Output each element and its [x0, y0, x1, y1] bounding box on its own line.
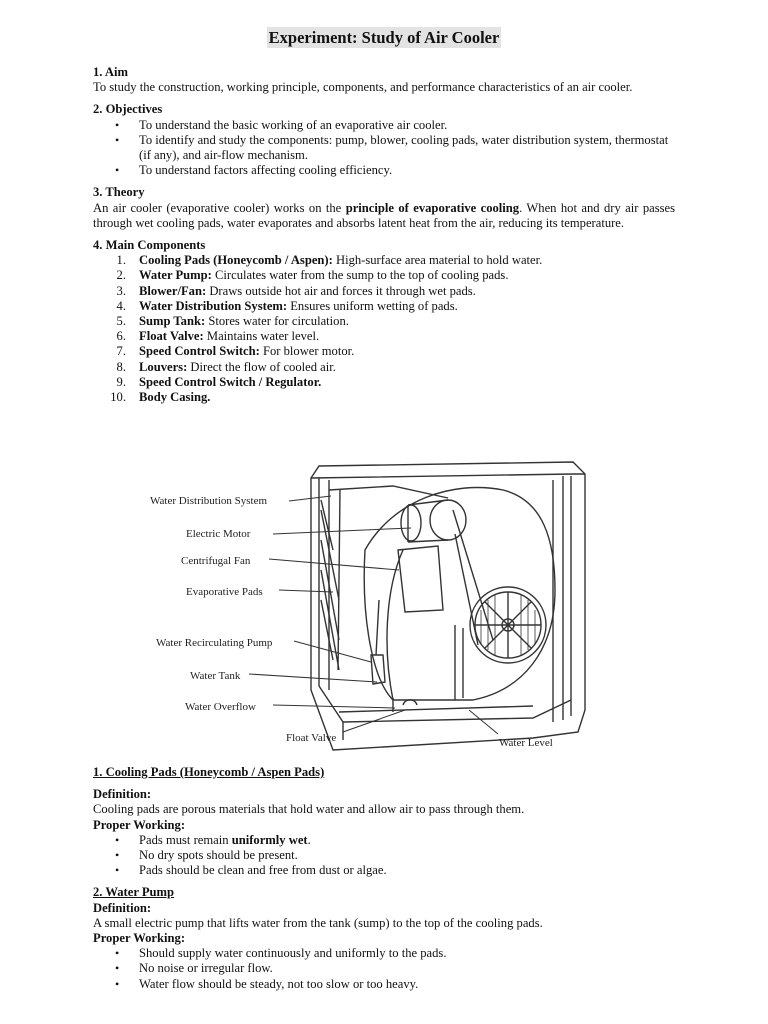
component-desc: Direct the flow of cooled air.: [187, 359, 336, 374]
component-num: 6.: [116, 329, 126, 344]
component-name: Speed Control Switch:: [139, 344, 260, 359]
drain-pipe: [455, 625, 463, 700]
theory-heading: 3. Theory: [93, 185, 145, 200]
cooling-pads-item: • Pads should be clean and free from dust or algae.: [93, 863, 675, 878]
component-name: Body Casing.: [139, 390, 211, 405]
component-name: Louvers:: [139, 359, 188, 374]
theory-text-after: . When hot and dry air passes through wet cooling pads, water evaporates and absorbs latent heat from the air, reducing its temperature.: [93, 200, 675, 230]
water-pump-definition: A small electric pump that lifts water from the tank (sump) to the top of the cooling pads.: [93, 915, 543, 930]
details-section: [93, 765, 675, 992]
component-item: [93, 344, 675, 359]
components-heading: 4. Main Components: [93, 238, 206, 253]
cooling-pads-working-label: Proper Working:: [93, 817, 186, 832]
air-cooler-drawing: [93, 450, 675, 755]
cooling-pads-heading: 1. Cooling Pads (Honeycomb / Aspen Pads): [93, 765, 325, 779]
component-item: [93, 253, 675, 268]
component-desc: Draws outside hot air and forces it through wet pads.: [206, 283, 476, 298]
aim-heading: 1. Aim: [93, 65, 128, 79]
aim-text: To study the construction, working principle, components, and performance characteristics of an air cooler.: [93, 80, 633, 95]
cooling-pads-item: • Pads must remain uniformly wet.: [93, 833, 675, 848]
cooling-pads-definition-label: Definition:: [93, 787, 152, 802]
component-num: 1.: [116, 253, 126, 268]
component-item: [93, 284, 675, 299]
title-wrap: [93, 27, 675, 51]
theory-text: [93, 201, 675, 231]
water-pump-item: • Should supply water continuously and uniformly to the pads.: [93, 946, 675, 961]
component-num: 8.: [116, 359, 126, 374]
component-desc: Ensures uniform wetting of pads.: [287, 298, 458, 313]
component-desc: Stores water for circulation.: [205, 314, 349, 329]
objective-item: • To identify and study the components: pump, blower, cooling pads, water distribution system, thermostat (if any), and air-flow mechanism.: [93, 133, 675, 163]
component-desc: Maintains water level.: [203, 329, 320, 344]
component-item: [93, 375, 675, 390]
label-float-valve: Float Valve: [286, 732, 337, 744]
fan-housing: [364, 488, 555, 701]
component-desc: For blower motor.: [259, 344, 355, 359]
component-item: [93, 390, 675, 405]
water-pump-definition-label: Definition:: [93, 900, 152, 915]
component-num: 9.: [116, 374, 126, 389]
label-water-distribution: Water Distribution System: [150, 495, 268, 507]
cabinet-top-edge: [311, 474, 585, 478]
component-desc: High-surface area material to hold water.: [332, 253, 543, 268]
objective-item: • To understand the basic working of an evaporative air cooler.: [93, 118, 675, 133]
component-desc: Circulates water from the sump to the top of cooling pads.: [211, 268, 509, 283]
objectives-list: [93, 118, 675, 179]
document-page: [93, 0, 675, 991]
objectives-heading: 2. Objectives: [93, 102, 163, 117]
component-num: 4.: [116, 298, 126, 313]
base-frame: [319, 686, 571, 722]
component-item: [93, 329, 675, 344]
component-item: [93, 268, 675, 283]
water-pump-item: • Water flow should be steady, not too slow or too heavy.: [93, 977, 675, 992]
cooling-pads-list: [93, 833, 675, 879]
component-item: [93, 360, 675, 375]
component-num: 7.: [116, 344, 126, 359]
component-name: Water Distribution System:: [139, 298, 288, 313]
motor-plate: [398, 546, 443, 612]
label-water-tank: Water Tank: [190, 670, 241, 682]
component-num: 5.: [116, 314, 126, 329]
component-name: Blower/Fan:: [139, 283, 207, 298]
components-list: [93, 253, 675, 405]
label-electric-motor: Electric Motor: [186, 528, 251, 540]
water-pump-item: • No noise or irregular flow.: [93, 961, 675, 976]
label-recirculating-pump: Water Recirculating Pump: [156, 637, 273, 649]
label-water-overflow: Water Overflow: [185, 701, 256, 713]
component-name: Float Valve:: [139, 329, 204, 344]
water-pump-heading: 2. Water Pump: [93, 885, 175, 900]
component-name: Speed Control Switch / Regulator.: [139, 374, 322, 389]
label-centrifugal-fan: Centrifugal Fan: [181, 555, 251, 567]
air-cooler-diagram: [93, 450, 675, 755]
water-pump-list: [93, 946, 675, 992]
page-title: Experiment: Study of Air Cooler: [268, 28, 500, 47]
theory-text-bold: principle of evaporative cooling: [345, 200, 520, 215]
label-water-level: Water Level: [499, 737, 553, 749]
component-name: Water Pump:: [139, 268, 212, 283]
component-item: [93, 299, 675, 314]
component-num: 2.: [116, 268, 126, 283]
component-num: 3.: [116, 283, 126, 298]
component-name: Cooling Pads (Honeycomb / Aspen):: [139, 253, 333, 268]
cooling-pads-definition: Cooling pads are porous materials that hold water and allow air to pass through them.: [93, 802, 525, 817]
label-evaporative-pads: Evaporative Pads: [186, 586, 263, 598]
water-pump-working-label: Proper Working:: [93, 931, 186, 946]
cooling-pads-item: • No dry spots should be present.: [93, 848, 675, 863]
component-num: 10.: [110, 390, 126, 405]
component-name: Sump Tank:: [139, 314, 206, 329]
theory-text-before: An air cooler (evaporative cooler) works on the: [93, 200, 346, 215]
objective-item: • To understand factors affecting cooling efficiency.: [93, 163, 675, 178]
component-item: [93, 314, 675, 329]
